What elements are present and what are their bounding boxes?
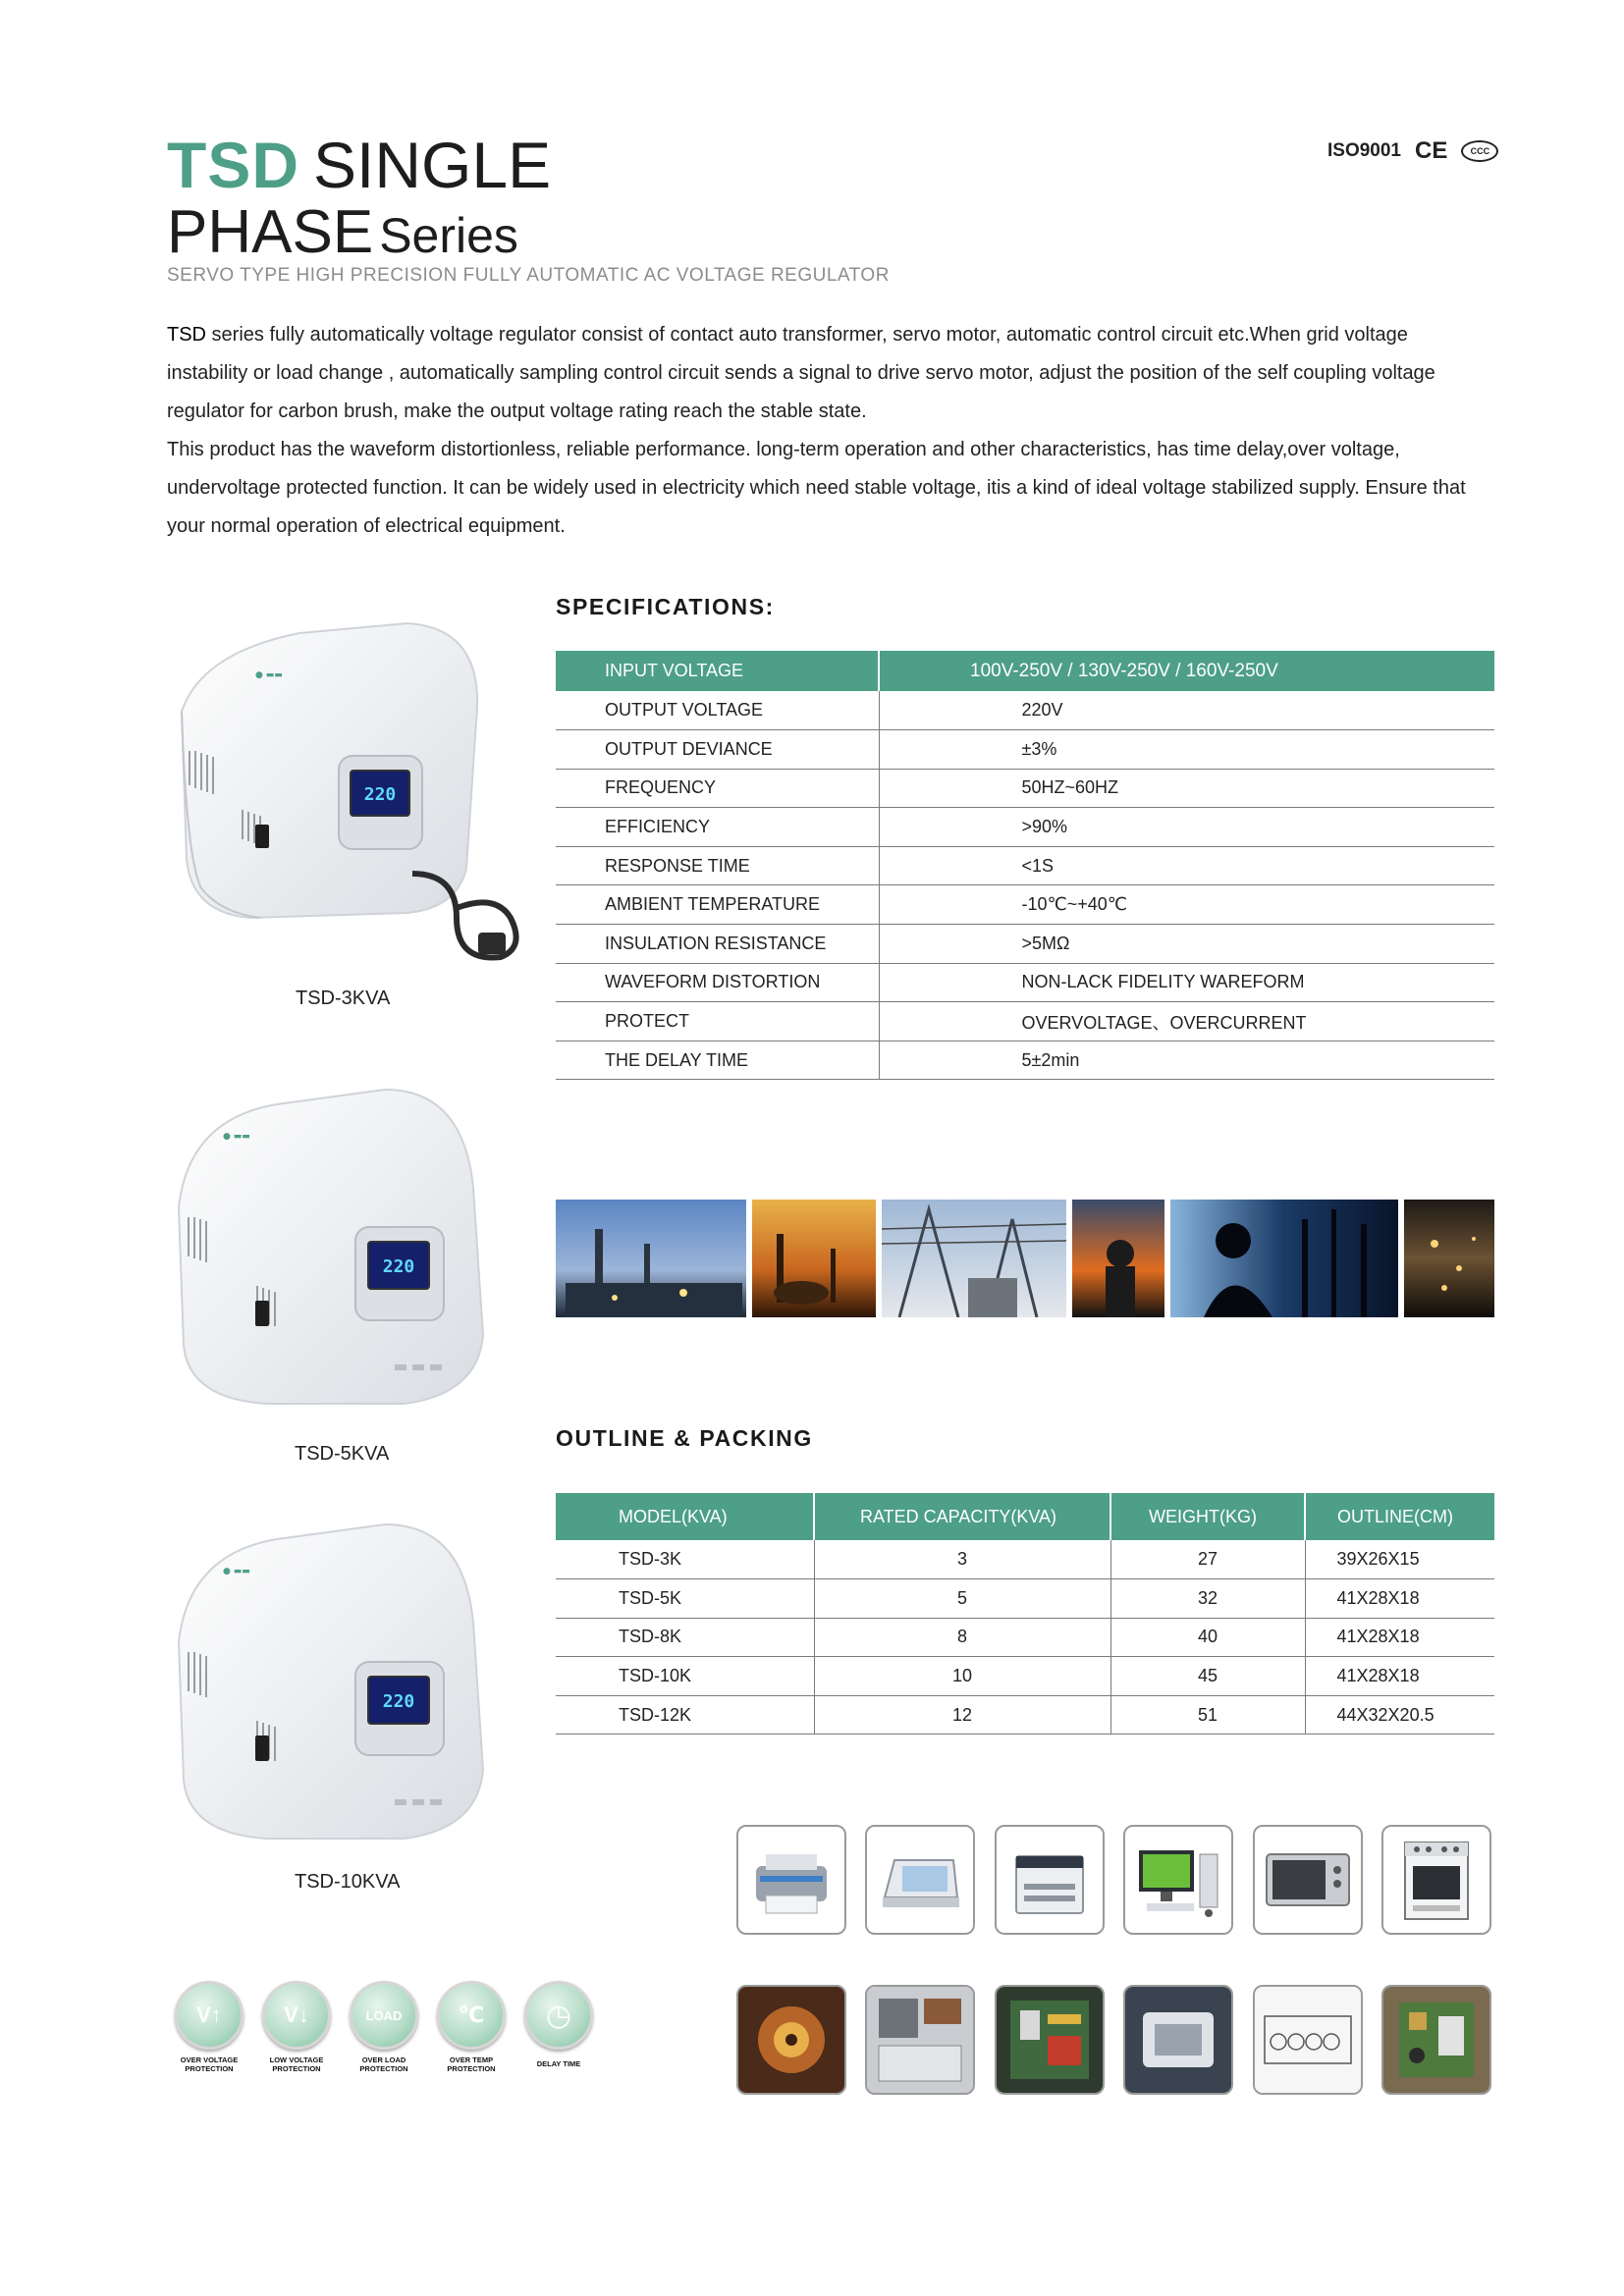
rated-capacity-cell: 5 xyxy=(814,1579,1110,1619)
spec-header-value: 100V-250V / 130V-250V / 160V-250V xyxy=(879,651,1494,691)
certification-badges xyxy=(1327,137,1498,165)
component-photo-transformer xyxy=(1123,1985,1233,2095)
spec-label: RESPONSE TIME xyxy=(556,846,879,885)
photo-refinery-blue xyxy=(556,1200,746,1317)
spec-label: PROTECT xyxy=(556,1002,879,1041)
product-image-tsd-5kva xyxy=(169,1080,503,1414)
ce-mark-icon: CE xyxy=(1415,137,1448,164)
product-image-tsd-10kva xyxy=(169,1515,503,1848)
scanner-icon xyxy=(865,1825,975,1935)
rated-capacity-cell: 10 xyxy=(814,1657,1110,1696)
table-row xyxy=(556,1618,1494,1657)
intro-p1-text: series fully automatically voltage regulator consist of contact auto transformer, servo motor, automatic control circuit etc.When grid voltage instability or load change , automatically sampling control circuit sends a signal to drive servo motor, adjust the position of the self coupling voltage regulator for carbon brush, make the output voltage rating reach the stable state. xyxy=(167,324,1435,422)
spec-value: >5MΩ xyxy=(879,925,1494,964)
feature-label-line1: OVER VOLTAGE xyxy=(180,2056,239,2064)
outline-cell: 41X28X18 xyxy=(1305,1618,1494,1657)
spec-row xyxy=(556,769,1494,808)
feature-label-line2: PROTECTION xyxy=(447,2064,496,2073)
title-phase: PHASE xyxy=(167,198,374,266)
photo-worker-sparks xyxy=(1072,1200,1164,1317)
photo-refinery-sunset xyxy=(752,1200,876,1317)
outline-cell: 39X26X15 xyxy=(1305,1540,1494,1579)
oven-icon xyxy=(1381,1825,1491,1935)
spec-label: OUTPUT VOLTAGE xyxy=(556,691,879,730)
product-label-tsd-10kva: TSD-10KVA xyxy=(295,1871,401,1893)
rated-capacity-cell: 3 xyxy=(814,1540,1110,1579)
page-subtitle: SERVO TYPE HIGH PRECISION FULLY AUTOMATIC AC VOLTAGE REGULATOR xyxy=(167,265,890,286)
title-series: Series xyxy=(379,208,518,263)
spec-value: ±3% xyxy=(879,730,1494,770)
table-row xyxy=(556,1540,1494,1579)
product-image-tsd-3kva xyxy=(162,614,525,977)
product-logo: ● ▬▬ xyxy=(223,1132,250,1142)
spec-value: OVERVOLTAGE、OVERCURRENT xyxy=(879,1002,1494,1041)
spec-label: EFFICIENCY xyxy=(556,808,879,847)
title-single: SINGLE xyxy=(313,129,552,201)
product-display-readout: 220 xyxy=(382,1256,415,1277)
intro-paragraph-2: This product has the waveform distortionless, reliable performance. long-term operation and other characteristics, has time delay,over voltage, undervoltage protected function. It can be widely used in electricity which need stable voltage, itis a kind of ideal voltage stabilized supply. Ensure that your normal operation of electrical equipment. xyxy=(167,439,1466,537)
model-cell: TSD-3K xyxy=(556,1540,814,1579)
microwave-icon xyxy=(1253,1825,1363,1935)
spec-row xyxy=(556,730,1494,770)
rated-capacity-cell: 8 xyxy=(814,1618,1110,1657)
feature-label-line1: DELAY TIME xyxy=(536,2059,581,2068)
col-rated-capacity: RATED CAPACITY(KVA) xyxy=(814,1493,1110,1540)
spec-row xyxy=(556,846,1494,885)
feature-label-line1: OVER TEMP xyxy=(449,2056,494,2064)
weight-cell: 27 xyxy=(1110,1540,1305,1579)
component-photo-cabinet xyxy=(865,1985,975,2095)
outline-packing-heading: OUTLINE & PACKING xyxy=(556,1425,813,1451)
photo-night-plant xyxy=(1404,1200,1494,1317)
specifications-heading: SPECIFICATIONS: xyxy=(556,594,775,619)
spec-value: 220V xyxy=(879,691,1494,730)
over-temp-icon: ℃ xyxy=(437,1981,506,2050)
intro-brand: TSD xyxy=(167,324,206,346)
spec-label: THE DELAY TIME xyxy=(556,1041,879,1080)
col-model: MODEL(KVA) xyxy=(556,1493,814,1540)
feature-delay-time xyxy=(519,1981,598,2068)
outline-packing-table xyxy=(556,1493,1494,1735)
spec-label: FREQUENCY xyxy=(556,769,879,808)
feature-over-load xyxy=(345,1981,423,2073)
spec-header-row xyxy=(556,651,1494,691)
model-cell: TSD-5K xyxy=(556,1579,814,1619)
spec-value: >90% xyxy=(879,808,1494,847)
weight-cell: 51 xyxy=(1110,1695,1305,1735)
brand-name: TSD xyxy=(167,129,299,201)
model-cell: TSD-8K xyxy=(556,1618,814,1657)
table-row xyxy=(556,1579,1494,1619)
weight-cell: 45 xyxy=(1110,1657,1305,1696)
ccc-mark-icon: CCC xyxy=(1461,140,1498,162)
product-display-readout: 220 xyxy=(363,784,397,805)
spec-label: OUTPUT DEVIANCE xyxy=(556,730,879,770)
component-photo-coil xyxy=(736,1985,846,2095)
model-cell: TSD-10K xyxy=(556,1657,814,1696)
outline-cell: 41X28X18 xyxy=(1305,1579,1494,1619)
spec-value: <1S xyxy=(879,846,1494,885)
spec-header-label: INPUT VOLTAGE xyxy=(556,651,879,691)
component-photo-diagram xyxy=(1253,1985,1363,2095)
component-photo-board xyxy=(1381,1985,1491,2095)
spec-row xyxy=(556,691,1494,730)
low-voltage-icon: V↓ xyxy=(262,1981,331,2050)
feature-over-voltage xyxy=(170,1981,248,2073)
spec-row xyxy=(556,963,1494,1002)
photo-engineers-silhouette xyxy=(1170,1200,1398,1317)
page-title-line1 xyxy=(167,129,552,201)
over-load-icon: LOAD xyxy=(350,1981,418,2050)
feature-over-temp xyxy=(432,1981,511,2073)
outline-cell: 41X28X18 xyxy=(1305,1657,1494,1696)
product-label-tsd-5kva: TSD-5KVA xyxy=(295,1443,390,1465)
spec-row xyxy=(556,1041,1494,1080)
weight-cell: 32 xyxy=(1110,1579,1305,1619)
outline-cell: 44X32X20.5 xyxy=(1305,1695,1494,1735)
col-outline: OUTLINE(CM) xyxy=(1305,1493,1494,1540)
specifications-table xyxy=(556,651,1494,1080)
photo-power-substation xyxy=(882,1200,1066,1317)
spec-row xyxy=(556,885,1494,925)
over-voltage-icon: V↑ xyxy=(175,1981,244,2050)
printer-icon xyxy=(736,1825,846,1935)
feature-label-line2: PROTECTION xyxy=(272,2064,321,2073)
product-logo: ● ▬▬ xyxy=(255,670,283,680)
feature-low-voltage xyxy=(257,1981,336,2073)
computer-icon xyxy=(1123,1825,1233,1935)
industry-photo-strip xyxy=(556,1200,1494,1317)
feature-label-line2: PROTECTION xyxy=(185,2064,234,2073)
table-row xyxy=(556,1695,1494,1735)
model-cell: TSD-12K xyxy=(556,1695,814,1735)
weight-cell: 40 xyxy=(1110,1618,1305,1657)
delay-time-icon: ◷ xyxy=(524,1981,593,2050)
spec-value: 50HZ~60HZ xyxy=(879,769,1494,808)
spec-value: -10℃~+40℃ xyxy=(879,885,1494,925)
intro-paragraph-1 xyxy=(167,316,1492,431)
intro-text xyxy=(167,316,1492,546)
product-display-readout: 220 xyxy=(382,1691,415,1712)
spec-value: NON-LACK FIDELITY WAREFORM xyxy=(879,963,1494,1002)
product-label-tsd-3kva: TSD-3KVA xyxy=(296,988,391,1009)
spec-label: INSULATION RESISTANCE xyxy=(556,925,879,964)
spec-value: 5±2min xyxy=(879,1041,1494,1080)
feature-label-line1: OVER LOAD xyxy=(361,2056,406,2064)
table-row xyxy=(556,1657,1494,1696)
spec-label: WAVEFORM DISTORTION xyxy=(556,963,879,1002)
spec-row xyxy=(556,1002,1494,1041)
spec-row xyxy=(556,808,1494,847)
spec-label: AMBIENT TEMPERATURE xyxy=(556,885,879,925)
copier-icon xyxy=(995,1825,1105,1935)
feature-label-line2: PROTECTION xyxy=(359,2064,408,2073)
feature-label-line1: LOW VOLTAGE xyxy=(269,2056,324,2064)
iso-badge: ISO9001 xyxy=(1327,140,1401,161)
product-logo: ● ▬▬ xyxy=(223,1567,250,1576)
col-weight: WEIGHT(KG) xyxy=(1110,1493,1305,1540)
page-title-line2 xyxy=(167,198,518,266)
rated-capacity-cell: 12 xyxy=(814,1695,1110,1735)
component-photo-circuit xyxy=(995,1985,1105,2095)
pack-header-row xyxy=(556,1493,1494,1540)
spec-row xyxy=(556,925,1494,964)
